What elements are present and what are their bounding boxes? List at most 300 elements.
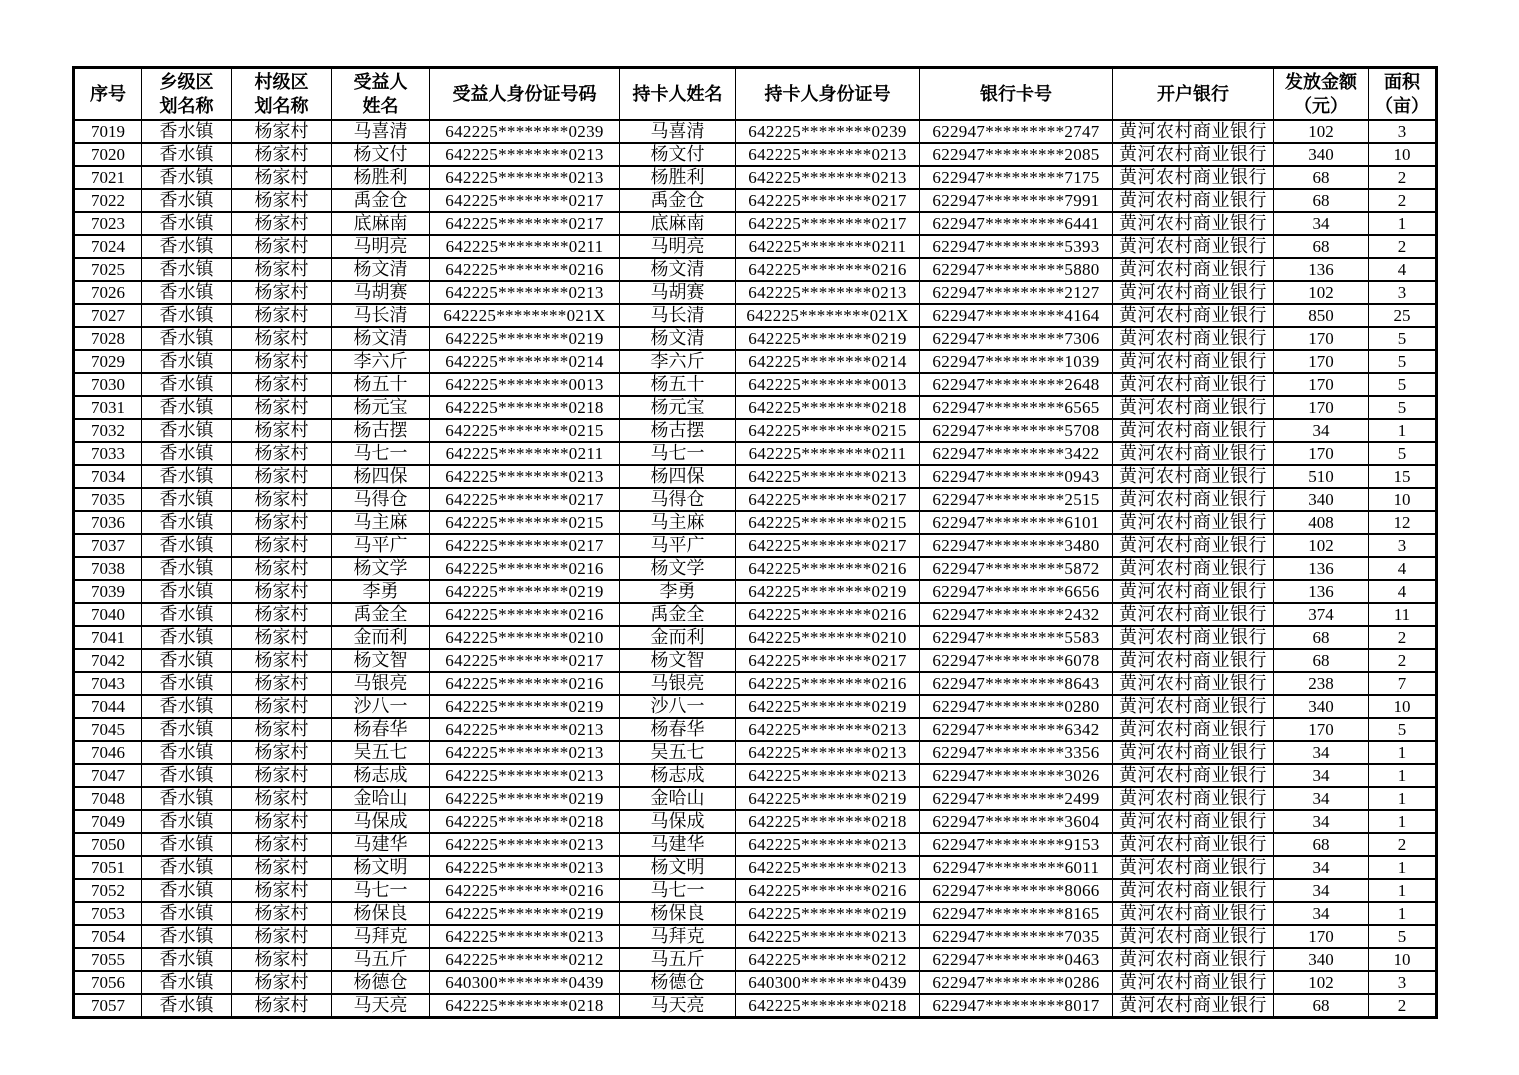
cell-bank-name: 黄河农村商业银行 [1113, 189, 1274, 212]
col-header-beneficiary-name: 受益人 姓名 [332, 68, 430, 120]
table-row [74, 649, 1437, 672]
cell-area: 1 [1369, 212, 1437, 235]
table-row [74, 120, 1437, 143]
cell-serial: 7057 [74, 994, 142, 1018]
cell-beneficiary-id: 640300********0439 [430, 971, 620, 994]
cell-beneficiary-id: 642225********0216 [430, 557, 620, 580]
cell-serial: 7038 [74, 557, 142, 580]
cell-cardholder-id: 642225********0211 [736, 235, 920, 258]
cell-bank-name: 黄河农村商业银行 [1113, 258, 1274, 281]
cell-beneficiary-id: 642225********0219 [430, 327, 620, 350]
cell-township: 香水镇 [142, 488, 232, 511]
table-row [74, 235, 1437, 258]
cell-beneficiary-name: 杨文清 [332, 258, 430, 281]
cell-amount: 34 [1274, 764, 1369, 787]
cell-bank-name: 黄河农村商业银行 [1113, 327, 1274, 350]
cell-beneficiary-id: 642225********0214 [430, 350, 620, 373]
cell-village: 杨家村 [232, 787, 332, 810]
cell-beneficiary-id: 642225********0215 [430, 511, 620, 534]
cell-cardholder-id: 642225********0219 [736, 327, 920, 350]
col-header-amount: 发放金额 （元） [1274, 68, 1369, 120]
cell-beneficiary-id: 642225********0217 [430, 649, 620, 672]
cell-bank-card-number: 622947*********7991 [920, 189, 1113, 212]
cell-cardholder-name: 马喜清 [620, 120, 736, 143]
cell-cardholder-id: 642225********0211 [736, 442, 920, 465]
cell-amount: 340 [1274, 488, 1369, 511]
cell-serial: 7030 [74, 373, 142, 396]
cell-beneficiary-name: 马七一 [332, 442, 430, 465]
cell-area: 1 [1369, 741, 1437, 764]
cell-cardholder-id: 642225********0216 [736, 258, 920, 281]
cell-amount: 68 [1274, 626, 1369, 649]
cell-cardholder-name: 马银亮 [620, 672, 736, 695]
col-header-area: 面积 （亩） [1369, 68, 1437, 120]
cell-serial: 7046 [74, 741, 142, 764]
cell-township: 香水镇 [142, 143, 232, 166]
cell-beneficiary-id: 642225********0213 [430, 143, 620, 166]
cell-area: 1 [1369, 787, 1437, 810]
cell-bank-name: 黄河农村商业银行 [1113, 373, 1274, 396]
cell-cardholder-name: 杨德仓 [620, 971, 736, 994]
cell-township: 香水镇 [142, 557, 232, 580]
cell-bank-card-number: 622947*********2515 [920, 488, 1113, 511]
cell-cardholder-id: 642225********0217 [736, 212, 920, 235]
cell-bank-card-number: 622947*********3604 [920, 810, 1113, 833]
cell-village: 杨家村 [232, 626, 332, 649]
cell-beneficiary-name: 金而利 [332, 626, 430, 649]
cell-cardholder-name: 底麻南 [620, 212, 736, 235]
cell-area: 5 [1369, 396, 1437, 419]
cell-village: 杨家村 [232, 350, 332, 373]
cell-village: 杨家村 [232, 879, 332, 902]
cell-cardholder-name: 杨文学 [620, 557, 736, 580]
cell-serial: 7034 [74, 465, 142, 488]
cell-beneficiary-id: 642225********0218 [430, 810, 620, 833]
cell-serial: 7019 [74, 120, 142, 143]
cell-area: 3 [1369, 534, 1437, 557]
cell-village: 杨家村 [232, 488, 332, 511]
cell-bank-card-number: 622947*********0943 [920, 465, 1113, 488]
cell-village: 杨家村 [232, 166, 332, 189]
cell-township: 香水镇 [142, 465, 232, 488]
cell-cardholder-id: 642225********0213 [736, 856, 920, 879]
cell-township: 香水镇 [142, 603, 232, 626]
cell-amount: 34 [1274, 810, 1369, 833]
table-row [74, 626, 1437, 649]
table-row [74, 419, 1437, 442]
cell-beneficiary-name: 杨四保 [332, 465, 430, 488]
cell-bank-card-number: 622947*********2648 [920, 373, 1113, 396]
cell-beneficiary-id: 642225********0213 [430, 764, 620, 787]
cell-bank-name: 黄河农村商业银行 [1113, 695, 1274, 718]
cell-bank-card-number: 622947*********2432 [920, 603, 1113, 626]
cell-bank-name: 黄河农村商业银行 [1113, 787, 1274, 810]
cell-bank-card-number: 622947*********8017 [920, 994, 1113, 1018]
cell-beneficiary-name: 杨文清 [332, 327, 430, 350]
cell-village: 杨家村 [232, 810, 332, 833]
cell-beneficiary-name: 马七一 [332, 879, 430, 902]
cell-amount: 68 [1274, 833, 1369, 856]
cell-beneficiary-name: 马建华 [332, 833, 430, 856]
cell-township: 香水镇 [142, 212, 232, 235]
cell-amount: 170 [1274, 350, 1369, 373]
cell-bank-card-number: 622947*********3356 [920, 741, 1113, 764]
cell-beneficiary-name: 杨胜利 [332, 166, 430, 189]
cell-bank-card-number: 622947*********1039 [920, 350, 1113, 373]
cell-village: 杨家村 [232, 856, 332, 879]
cell-cardholder-name: 杨文付 [620, 143, 736, 166]
cell-village: 杨家村 [232, 718, 332, 741]
cell-cardholder-id: 642225********0217 [736, 488, 920, 511]
table-row [74, 258, 1437, 281]
cell-serial: 7032 [74, 419, 142, 442]
cell-village: 杨家村 [232, 419, 332, 442]
cell-amount: 34 [1274, 856, 1369, 879]
table-row [74, 971, 1437, 994]
cell-bank-card-number: 622947*********6565 [920, 396, 1113, 419]
cell-cardholder-id: 642225********0217 [736, 534, 920, 557]
cell-area: 5 [1369, 327, 1437, 350]
cell-cardholder-name: 马五斤 [620, 948, 736, 971]
cell-beneficiary-name: 杨五十 [332, 373, 430, 396]
cell-beneficiary-id: 642225********0213 [430, 281, 620, 304]
col-header-village: 村级区 划名称 [232, 68, 332, 120]
table-row [74, 557, 1437, 580]
table-row [74, 810, 1437, 833]
cell-serial: 7028 [74, 327, 142, 350]
table-row [74, 396, 1437, 419]
cell-beneficiary-id: 642225********0216 [430, 879, 620, 902]
table-row [74, 166, 1437, 189]
cell-cardholder-name: 吴五七 [620, 741, 736, 764]
cell-beneficiary-name: 马喜清 [332, 120, 430, 143]
cell-township: 香水镇 [142, 511, 232, 534]
cell-beneficiary-name: 杨元宝 [332, 396, 430, 419]
cell-township: 香水镇 [142, 925, 232, 948]
table-row [74, 741, 1437, 764]
cell-township: 香水镇 [142, 649, 232, 672]
cell-cardholder-name: 禹金仓 [620, 189, 736, 212]
cell-village: 杨家村 [232, 833, 332, 856]
table-row [74, 373, 1437, 396]
col-header-cardholder-id: 持卡人身份证号 [736, 68, 920, 120]
cell-amount: 34 [1274, 879, 1369, 902]
cell-amount: 408 [1274, 511, 1369, 534]
cell-beneficiary-id: 642225********0218 [430, 396, 620, 419]
cell-cardholder-name: 金哈山 [620, 787, 736, 810]
cell-bank-name: 黄河农村商业银行 [1113, 810, 1274, 833]
cell-bank-card-number: 622947*********3026 [920, 764, 1113, 787]
cell-beneficiary-id: 642225********0213 [430, 856, 620, 879]
cell-beneficiary-name: 沙八一 [332, 695, 430, 718]
cell-township: 香水镇 [142, 856, 232, 879]
cell-area: 15 [1369, 465, 1437, 488]
cell-cardholder-name: 马主麻 [620, 511, 736, 534]
cell-cardholder-name: 杨保良 [620, 902, 736, 925]
cell-beneficiary-id: 642225********0217 [430, 212, 620, 235]
cell-bank-card-number: 622947*********2127 [920, 281, 1113, 304]
cell-bank-name: 黄河农村商业银行 [1113, 419, 1274, 442]
cell-bank-name: 黄河农村商业银行 [1113, 465, 1274, 488]
cell-bank-name: 黄河农村商业银行 [1113, 350, 1274, 373]
cell-village: 杨家村 [232, 741, 332, 764]
cell-cardholder-name: 杨文明 [620, 856, 736, 879]
cell-bank-name: 黄河农村商业银行 [1113, 603, 1274, 626]
cell-area: 4 [1369, 580, 1437, 603]
cell-village: 杨家村 [232, 258, 332, 281]
cell-cardholder-id: 642225********0213 [736, 465, 920, 488]
cell-village: 杨家村 [232, 948, 332, 971]
cell-bank-card-number: 622947*********6078 [920, 649, 1113, 672]
cell-cardholder-id: 642225********0218 [736, 396, 920, 419]
cell-village: 杨家村 [232, 764, 332, 787]
cell-serial: 7025 [74, 258, 142, 281]
cell-beneficiary-id: 642225********0219 [430, 902, 620, 925]
cell-bank-card-number: 622947*********6656 [920, 580, 1113, 603]
col-header-bank-name: 开户银行 [1113, 68, 1274, 120]
cell-area: 4 [1369, 258, 1437, 281]
cell-township: 香水镇 [142, 189, 232, 212]
cell-cardholder-id: 642225********0213 [736, 718, 920, 741]
cell-beneficiary-name: 底麻南 [332, 212, 430, 235]
cell-village: 杨家村 [232, 189, 332, 212]
table-row [74, 143, 1437, 166]
cell-bank-card-number: 622947*********7306 [920, 327, 1113, 350]
cell-cardholder-id: 642225********0213 [736, 925, 920, 948]
cell-beneficiary-id: 642225********0217 [430, 189, 620, 212]
cell-beneficiary-id: 642225********0211 [430, 235, 620, 258]
cell-beneficiary-name: 杨春华 [332, 718, 430, 741]
cell-amount: 34 [1274, 902, 1369, 925]
cell-amount: 374 [1274, 603, 1369, 626]
cell-beneficiary-name: 马得仓 [332, 488, 430, 511]
cell-township: 香水镇 [142, 672, 232, 695]
cell-amount: 102 [1274, 281, 1369, 304]
cell-serial: 7033 [74, 442, 142, 465]
table-header [74, 68, 1437, 120]
table-row [74, 879, 1437, 902]
cell-beneficiary-name: 禹金仓 [332, 189, 430, 212]
cell-area: 7 [1369, 672, 1437, 695]
cell-beneficiary-id: 642225********0213 [430, 741, 620, 764]
cell-bank-name: 黄河农村商业银行 [1113, 833, 1274, 856]
cell-cardholder-id: 642225********0215 [736, 419, 920, 442]
cell-area: 5 [1369, 718, 1437, 741]
cell-cardholder-name: 杨胜利 [620, 166, 736, 189]
cell-beneficiary-name: 禹金全 [332, 603, 430, 626]
header-row [74, 68, 1437, 120]
cell-cardholder-name: 马明亮 [620, 235, 736, 258]
cell-beneficiary-id: 642225********021X [430, 304, 620, 327]
cell-cardholder-name: 马拜克 [620, 925, 736, 948]
cell-bank-card-number: 622947*********3480 [920, 534, 1113, 557]
cell-serial: 7052 [74, 879, 142, 902]
cell-bank-card-number: 622947*********3422 [920, 442, 1113, 465]
cell-beneficiary-id: 642225********0218 [430, 994, 620, 1018]
cell-amount: 850 [1274, 304, 1369, 327]
cell-cardholder-id: 642225********0219 [736, 580, 920, 603]
cell-bank-card-number: 622947*********2747 [920, 120, 1113, 143]
cell-cardholder-id: 642225********021X [736, 304, 920, 327]
cell-beneficiary-id: 642225********0216 [430, 258, 620, 281]
cell-serial: 7051 [74, 856, 142, 879]
cell-bank-name: 黄河农村商业银行 [1113, 212, 1274, 235]
cell-area: 2 [1369, 994, 1437, 1018]
cell-bank-card-number: 622947*********0286 [920, 971, 1113, 994]
cell-cardholder-name: 马天亮 [620, 994, 736, 1018]
cell-township: 香水镇 [142, 971, 232, 994]
cell-beneficiary-name: 马胡赛 [332, 281, 430, 304]
cell-bank-name: 黄河农村商业银行 [1113, 672, 1274, 695]
cell-amount: 34 [1274, 741, 1369, 764]
cell-beneficiary-name: 李六斤 [332, 350, 430, 373]
cell-serial: 7039 [74, 580, 142, 603]
table-body [74, 120, 1437, 1018]
cell-bank-name: 黄河农村商业银行 [1113, 120, 1274, 143]
table-row [74, 189, 1437, 212]
cell-cardholder-name: 杨文清 [620, 327, 736, 350]
cell-bank-name: 黄河农村商业银行 [1113, 235, 1274, 258]
cell-bank-name: 黄河农村商业银行 [1113, 948, 1274, 971]
cell-serial: 7050 [74, 833, 142, 856]
cell-village: 杨家村 [232, 304, 332, 327]
cell-township: 香水镇 [142, 879, 232, 902]
cell-beneficiary-name: 马主麻 [332, 511, 430, 534]
cell-beneficiary-name: 杨文明 [332, 856, 430, 879]
cell-bank-card-number: 622947*********5880 [920, 258, 1113, 281]
cell-cardholder-name: 李勇 [620, 580, 736, 603]
cell-beneficiary-id: 642225********0213 [430, 166, 620, 189]
cell-serial: 7020 [74, 143, 142, 166]
cell-serial: 7022 [74, 189, 142, 212]
cell-amount: 170 [1274, 442, 1369, 465]
cell-beneficiary-name: 杨古摆 [332, 419, 430, 442]
cell-cardholder-name: 杨志成 [620, 764, 736, 787]
cell-beneficiary-id: 642225********0212 [430, 948, 620, 971]
cell-serial: 7037 [74, 534, 142, 557]
cell-amount: 68 [1274, 994, 1369, 1018]
cell-village: 杨家村 [232, 143, 332, 166]
cell-area: 11 [1369, 603, 1437, 626]
cell-cardholder-name: 李六斤 [620, 350, 736, 373]
cell-township: 香水镇 [142, 695, 232, 718]
cell-township: 香水镇 [142, 120, 232, 143]
cell-village: 杨家村 [232, 281, 332, 304]
cell-cardholder-id: 642225********0013 [736, 373, 920, 396]
cell-area: 2 [1369, 649, 1437, 672]
cell-bank-name: 黄河农村商业银行 [1113, 488, 1274, 511]
cell-bank-name: 黄河农村商业银行 [1113, 442, 1274, 465]
cell-amount: 102 [1274, 971, 1369, 994]
col-header-township: 乡级区 划名称 [142, 68, 232, 120]
cell-cardholder-id: 642225********0216 [736, 672, 920, 695]
cell-bank-name: 黄河农村商业银行 [1113, 304, 1274, 327]
cell-beneficiary-name: 杨文付 [332, 143, 430, 166]
cell-bank-name: 黄河农村商业银行 [1113, 649, 1274, 672]
cell-township: 香水镇 [142, 419, 232, 442]
cell-township: 香水镇 [142, 258, 232, 281]
table-row [74, 603, 1437, 626]
col-header-beneficiary-id: 受益人身份证号码 [430, 68, 620, 120]
cell-cardholder-name: 马平广 [620, 534, 736, 557]
cell-serial: 7049 [74, 810, 142, 833]
cell-cardholder-name: 马七一 [620, 442, 736, 465]
cell-bank-name: 黄河农村商业银行 [1113, 718, 1274, 741]
cell-cardholder-id: 640300********0439 [736, 971, 920, 994]
cell-beneficiary-name: 杨文学 [332, 557, 430, 580]
cell-village: 杨家村 [232, 971, 332, 994]
table-row [74, 327, 1437, 350]
table-row [74, 488, 1437, 511]
cell-bank-name: 黄河农村商业银行 [1113, 994, 1274, 1018]
cell-serial: 7035 [74, 488, 142, 511]
col-header-cardholder-name: 持卡人姓名 [620, 68, 736, 120]
cell-cardholder-id: 642225********0215 [736, 511, 920, 534]
cell-serial: 7031 [74, 396, 142, 419]
cell-beneficiary-name: 杨德仓 [332, 971, 430, 994]
cell-amount: 170 [1274, 396, 1369, 419]
cell-serial: 7048 [74, 787, 142, 810]
cell-bank-card-number: 622947*********8165 [920, 902, 1113, 925]
table-row [74, 695, 1437, 718]
cell-township: 香水镇 [142, 442, 232, 465]
cell-area: 10 [1369, 143, 1437, 166]
cell-cardholder-id: 642225********0213 [736, 281, 920, 304]
cell-village: 杨家村 [232, 557, 332, 580]
cell-beneficiary-id: 642225********0216 [430, 672, 620, 695]
table-row [74, 925, 1437, 948]
cell-serial: 7043 [74, 672, 142, 695]
cell-serial: 7026 [74, 281, 142, 304]
cell-cardholder-id: 642225********0216 [736, 879, 920, 902]
table-row [74, 212, 1437, 235]
cell-cardholder-name: 马建华 [620, 833, 736, 856]
cell-cardholder-id: 642225********0213 [736, 143, 920, 166]
cell-township: 香水镇 [142, 373, 232, 396]
cell-cardholder-name: 杨四保 [620, 465, 736, 488]
table-row [74, 718, 1437, 741]
cell-bank-card-number: 622947*********2085 [920, 143, 1113, 166]
cell-area: 10 [1369, 488, 1437, 511]
cell-area: 1 [1369, 419, 1437, 442]
cell-village: 杨家村 [232, 580, 332, 603]
cell-area: 5 [1369, 925, 1437, 948]
cell-amount: 510 [1274, 465, 1369, 488]
cell-beneficiary-name: 吴五七 [332, 741, 430, 764]
cell-beneficiary-id: 642225********0013 [430, 373, 620, 396]
cell-serial: 7044 [74, 695, 142, 718]
cell-bank-name: 黄河农村商业银行 [1113, 879, 1274, 902]
cell-township: 香水镇 [142, 810, 232, 833]
table-row [74, 534, 1437, 557]
cell-bank-name: 黄河农村商业银行 [1113, 764, 1274, 787]
cell-amount: 68 [1274, 649, 1369, 672]
cell-bank-card-number: 622947*********6342 [920, 718, 1113, 741]
cell-beneficiary-name: 马明亮 [332, 235, 430, 258]
cell-area: 2 [1369, 189, 1437, 212]
cell-amount: 68 [1274, 189, 1369, 212]
table-row [74, 948, 1437, 971]
cell-beneficiary-name: 金哈山 [332, 787, 430, 810]
cell-bank-name: 黄河农村商业银行 [1113, 143, 1274, 166]
cell-cardholder-name: 金而利 [620, 626, 736, 649]
cell-amount: 170 [1274, 718, 1369, 741]
cell-beneficiary-id: 642225********0239 [430, 120, 620, 143]
cell-bank-card-number: 622947*********8643 [920, 672, 1113, 695]
cell-village: 杨家村 [232, 925, 332, 948]
cell-cardholder-id: 642225********0213 [736, 741, 920, 764]
cell-area: 1 [1369, 879, 1437, 902]
